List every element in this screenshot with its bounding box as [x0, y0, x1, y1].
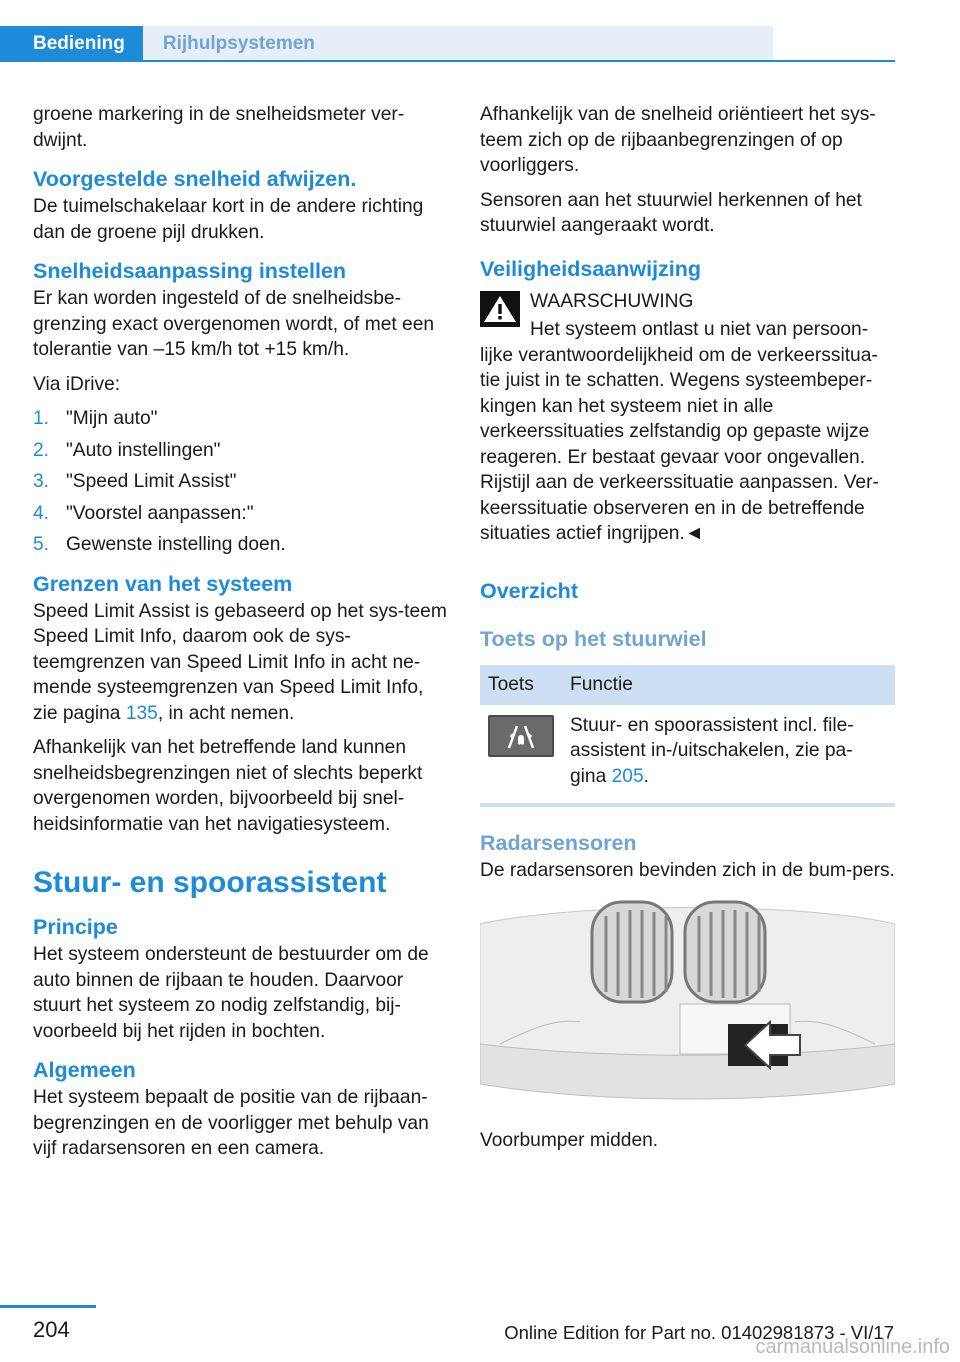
paragraph-marker: groene markering in de snelheidsmeter ver-dwijnt. — [33, 104, 405, 151]
table-cell-function — [562, 705, 895, 806]
text-span: . — [643, 765, 649, 787]
text-span: Speed Limit Assist is gebaseerd op het sys-teem Speed Limit Info, daarom ook de sys-teemgrenzen van Speed Limit Info in acht ne-mende systeemgrenzen van Speed Limit Info, zie pagina — [33, 600, 447, 724]
heading-safety: Veiligheidsaanwijzing — [480, 256, 702, 281]
warning-first-line: Het systeem ontlast u niet van persoon- — [530, 319, 869, 340]
page-link-205[interactable]: 205 — [611, 765, 644, 787]
step-text: "Auto instellingen" — [66, 439, 221, 461]
step-text: "Speed Limit Assist" — [66, 471, 237, 492]
step-number: 5. — [33, 534, 50, 555]
step-text: Gewenste instelling doen. — [66, 534, 286, 555]
list-item — [33, 469, 451, 495]
heading-principle: Principe — [33, 915, 118, 939]
heading-speed-adjust: Snelheidsaanpassing instellen — [33, 259, 347, 283]
heading-system-limits: Grenzen van het systeem — [33, 571, 293, 596]
text-span: , in acht nemen. — [157, 702, 295, 724]
step-number: 4. — [33, 502, 50, 524]
image-caption: Voorbumper midden. — [480, 1129, 659, 1151]
table-cell-key — [480, 705, 562, 806]
paragraph-speed-adjust: Er kan worden ingesteld of de snelheidsbe-grenzing exact overgenomen wordt, of met een tolerantie van –15 km/h tot +15 km/h. — [33, 288, 435, 360]
warning-title: WAARSCHUWING — [530, 290, 694, 312]
step-number: 2. — [33, 439, 50, 461]
warning-body — [480, 289, 895, 547]
page-link-135[interactable]: 135 — [125, 702, 158, 724]
section-title: Stuur- en spoorassistent — [33, 866, 387, 899]
table-header-function: Functie — [562, 665, 895, 705]
header-tabs — [0, 26, 773, 62]
heading-reject-speed: Voorgestelde snelheid afwijzen. — [33, 167, 357, 191]
lane-assist-button-icon — [488, 715, 554, 757]
list-item — [33, 532, 451, 558]
right-column — [480, 102, 895, 1162]
heading-steering-button: Toets op het stuurwiel — [480, 626, 707, 651]
button-table — [480, 665, 895, 808]
footer-rule — [0, 1305, 96, 1308]
list-item — [33, 438, 451, 464]
step-text: "Mijn auto" — [66, 408, 158, 429]
paragraph-country: Afhankelijk van het betreffende land kunnen snelheidsbegrenzingen niet of slechts beperkt overgenomen worden, bijvoorbeeld bij snel-heidsinformatie van het navigatiesysteem. — [33, 737, 423, 835]
step-number: 3. — [33, 471, 50, 492]
paragraph-sensors: Sensoren aan het stuurwiel herkennen of het stuurwiel aangeraakt wordt. — [480, 189, 862, 236]
paragraph-general: Het systeem bepaalt de positie van de rijbaan-begrenzingen en de voorligger met behulp van vijf radarsensoren en een camera. — [33, 1087, 429, 1159]
edition-text: Online Edition for Part no. 01402981873 - VI/17 — [504, 1322, 894, 1343]
table-header-row — [480, 665, 895, 705]
paragraph-system-limits — [33, 599, 451, 727]
warning-text: lijke verantwoordelijkheid om de verkeerssitua-tie juist in te schatten. Wegens systeembeper-kingen kan het systeem niet in alle verkeerssituaties zelfstandig op gepaste wijze reageren. Er bestaat gevaar voor ongevallen. Rijstijl aan de verkeerssituatie aanpassen. Ver-keerssituatie observeren en in de betreffende situaties actief ingrijpen.◄ — [480, 344, 879, 544]
paragraph-radar-sensors: De radarsensoren bevinden zich in de bum-pers. — [480, 860, 895, 881]
tab-rijhulpsystemen[interactable]: Rijhulpsystemen — [143, 26, 773, 62]
page-number: 204 — [33, 1317, 70, 1342]
tab-bediening[interactable]: Bediening — [0, 26, 143, 62]
table-row — [480, 705, 895, 806]
step-number: 1. — [33, 408, 50, 429]
paragraph-reject-speed: De tuimelschakelaar kort in de andere richting dan de groene pijl drukken. — [33, 196, 424, 243]
watermark: carmanualsonline.info — [755, 1336, 950, 1358]
table-header-key: Toets — [480, 665, 562, 705]
left-column — [33, 102, 451, 1171]
header-rule — [0, 60, 895, 62]
step-text: "Voorstel aanpassen:" — [66, 502, 254, 524]
heading-general: Algemeen — [33, 1058, 136, 1082]
warning-triangle-icon — [480, 291, 520, 327]
front-bumper-image — [480, 894, 895, 1114]
list-item — [33, 501, 451, 527]
idrive-steps — [33, 406, 451, 558]
list-item — [33, 406, 451, 432]
paragraph-speed-orientation: Afhankelijk van de snelheid oriëntieert het sys-teem zich op de rijbaanbegrenzingen of op voorliggers. — [480, 104, 876, 176]
paragraph-principle: Het systeem ondersteunt de bestuurder om de auto binnen de rijbaan te houden. Daarvoor stuurt het systeem zo nodig zelfstandig, bij-voorbeeld bij het rijden in bochten. — [33, 944, 429, 1042]
warning-block — [480, 289, 895, 547]
text-span: Stuur- en spoorassistent incl. file-assistent in-/uitschakelen, zie pa-gina — [570, 714, 854, 787]
paragraph-via-idrive: Via iDrive: — [33, 373, 121, 395]
heading-overview: Overzicht — [480, 578, 578, 603]
heading-radar-sensors: Radarsensoren — [480, 831, 637, 855]
